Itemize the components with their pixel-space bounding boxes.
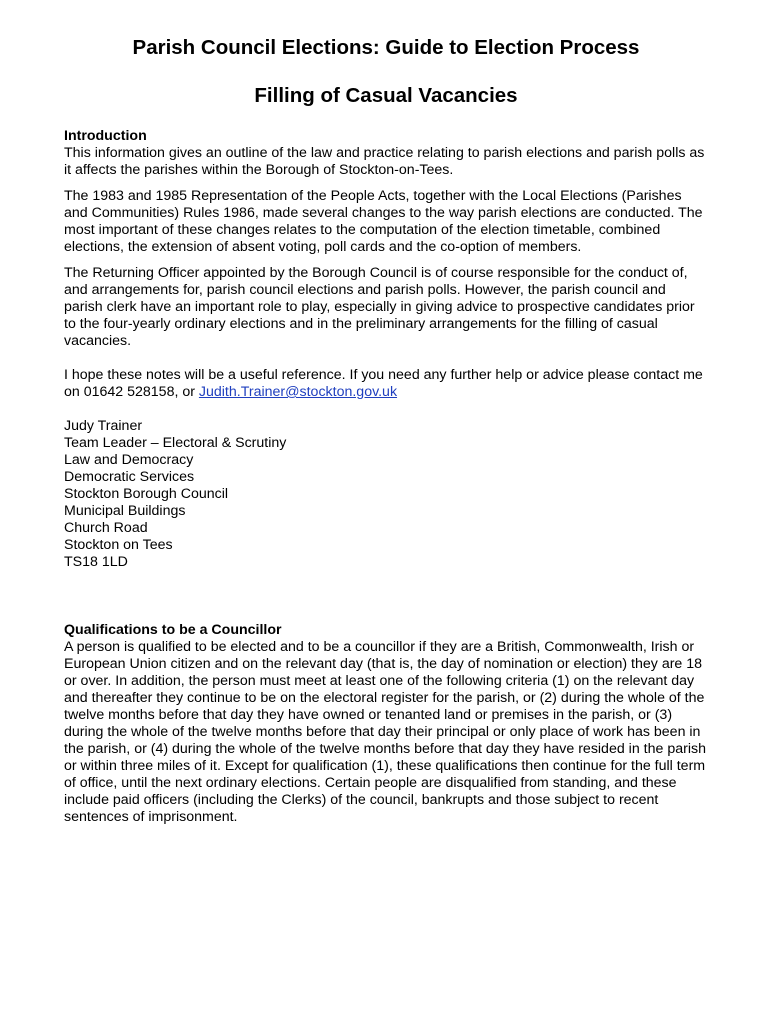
contact-paragraph — [64, 367, 708, 401]
signature-line: Democratic Services — [64, 469, 195, 485]
signature-position: Team Leader – Electoral & Scrutiny — [64, 435, 287, 451]
contact-text: I hope these notes will be a useful reference. If you need any further help or advice please contact me on 01642 528158, or — [64, 367, 703, 400]
document-subtitle: Filling of Casual Vacancies — [254, 84, 518, 107]
qualifications-heading: Qualifications to be a Councillor — [64, 622, 282, 638]
introduction-paragraph-2: The 1983 and 1985 Representation of the People Acts, together with the Local Elections (Parishes and Communities) Rules 1986, made several changes to the way parish elections are conducted. The most important of these changes relates to the computation of the election timetable, combined elections, the extension of absent voting, poll cards and the co-option of members. — [64, 188, 703, 255]
signature-line: Stockton on Tees — [64, 537, 173, 553]
signature-line: Stockton Borough Council — [64, 486, 229, 502]
signature-line: Municipal Buildings — [64, 503, 186, 519]
signature-line: TS18 1LD — [64, 554, 128, 570]
document-title: Parish Council Elections: Guide to Election Process — [132, 36, 640, 59]
signature-line: Church Road — [64, 520, 148, 536]
contact-email-link[interactable]: Judith.Trainer@stockton.gov.uk — [198, 384, 398, 400]
introduction-paragraph-3: The Returning Officer appointed by the Borough Council is of course responsible for the conduct of, and arrangements for, parish council elections and parish polls. However, the parish council and parish clerk have an important role to play, especially in giving advice to prospective candidates prior to the four-yearly ordinary elections and in the preliminary arrangements for the filling of casual vacancies. — [64, 265, 695, 349]
introduction-heading: Introduction — [64, 128, 147, 144]
introduction-paragraph-1: This information gives an outline of the law and practice relating to parish elections and parish polls as it affects the parishes within the Borough of Stockton-on-Tees. — [64, 145, 705, 178]
signature-line: Law and Democracy — [64, 452, 194, 468]
signature-block — [64, 418, 708, 571]
signature-name: Judy Trainer — [64, 418, 143, 434]
qualifications-paragraph: A person is qualified to be elected and to be a councillor if they are a British, Commonwealth, Irish or European Union citizen and on the relevant day (that is, the day of nomination or election) they are 18 or over. In addition, the person must meet at least one of the following criteria (1) on the relevant day and thereafter they continue to be on the electoral register for the parish, or (2) during the whole of the twelve months before that day they have owned or tenanted land or premises in the parish, or (3) during the whole of the twelve months before that day their principal or only place of work has been in the parish, or (4) during the whole of the twelve months before that day they have resided in the parish or within three miles of it. Except for qualification (1), these qualifications then continue for the full term of office, until the next ordinary elections. Certain people are disqualified from standing, and these include paid officers (including the Clerks) of the council, bankrupts and those subject to recent sentences of imprisonment. — [64, 639, 706, 825]
